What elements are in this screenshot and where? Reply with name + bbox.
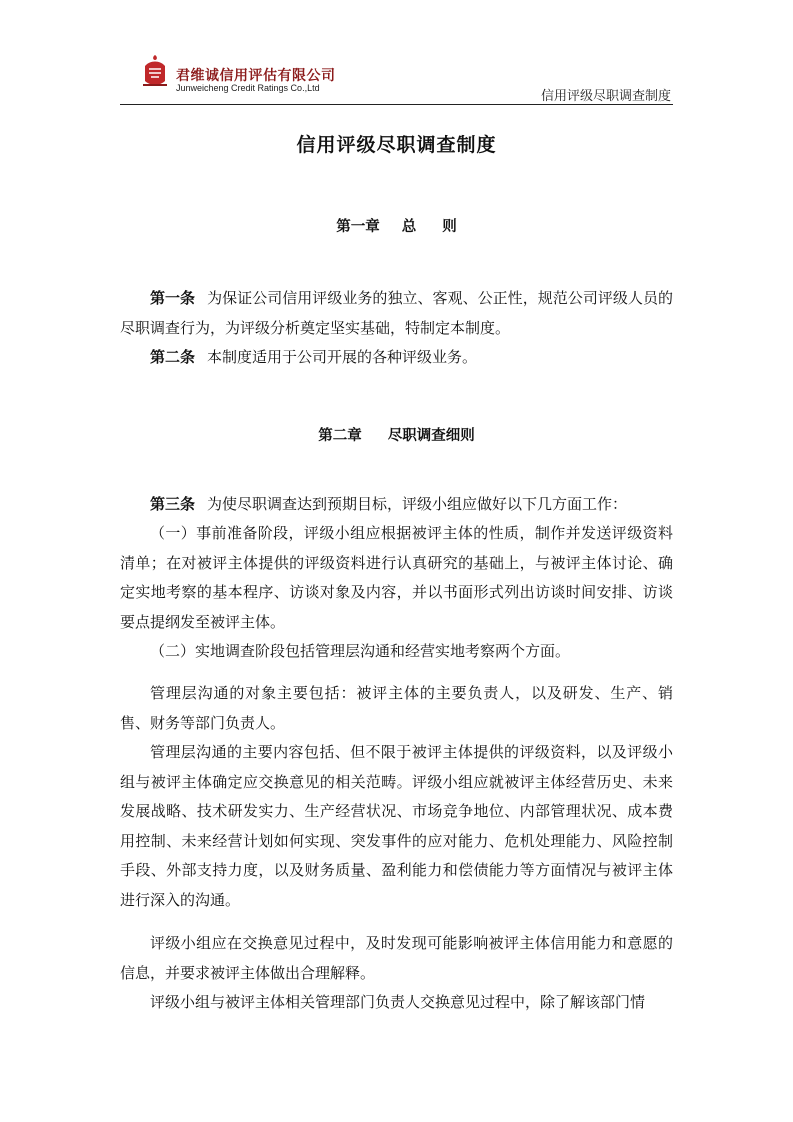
paragraph-department-exchange: 评级小组与被评主体相关管理部门负责人交换意见过程中，除了解该部门情	[150, 993, 646, 1011]
article-1	[120, 284, 673, 343]
paragraph-management-targets: 管理层沟通的对象主要包括：被评主体的主要负责人，以及研发、生产、销售、财务等部门负责人。	[120, 684, 673, 732]
article-3-text: 为使尽职调查达到预期目标，评级小组应做好以下几方面工作：	[207, 495, 628, 513]
paragraph-info-discovery: 评级小组应在交换意见过程中，及时发现可能影响被评主体信用能力和意愿的信息，并要求被评主体做出合理解释。	[120, 934, 673, 982]
article-3	[120, 490, 673, 520]
document-title: 信用评级尽职调查制度	[296, 134, 497, 156]
chapter-1-name-part1: 总	[401, 219, 417, 235]
article-2-text: 本制度适用于公司开展的各种评级业务。	[207, 348, 478, 366]
chapter-1-number: 第一章	[336, 219, 380, 235]
page-header	[120, 52, 673, 105]
chapter-1-heading	[0, 215, 793, 236]
company-name-cn: 君维诚信用评估有限公司	[176, 68, 336, 84]
company-name-en: Junweicheng Credit Ratings Co.,Ltd	[176, 83, 320, 93]
paragraph-management-content: 管理层沟通的主要内容包括、但不限于被评主体提供的评级资料，以及评级小组与被评主体确定应交换意见的相关范畴。评级小组应就被评主体经营历史、未来发展战略、技术研发实力、生产经营状况、市场竞争地位、内部管理状况、成本费用控制、未来经营计划如何实现、突发事件的应对能力、危机处理能力、风险控制手段、外部支持力度，以及财务质量、盈利能力和偿债能力等方面情况与被评主体进行深入的沟通。	[120, 743, 673, 909]
article-2-label: 第二条	[150, 348, 196, 366]
article-2	[120, 343, 673, 373]
article-1-label: 第一条	[150, 289, 196, 307]
chapter-2-heading	[0, 424, 793, 445]
header-doc-name: 信用评级尽职调查制度	[540, 89, 671, 104]
paragraph-field-stage: （二）实地调查阶段包括管理层沟通和经营实地考察两个方面。	[150, 642, 571, 660]
article-3-label: 第三条	[150, 495, 196, 513]
company-logo-icon	[142, 54, 168, 88]
paragraph-prep-stage: （一）事前准备阶段，评级小组应根据被评主体的性质，制作并发送评级资料清单；在对被评主体提供的评级资料进行认真研究的基础上，与被评主体讨论、确定实地考察的基本程序、访谈对象及内容，并以书面形式列出访谈时间安排、访谈要点提纲发至被评主体。	[120, 524, 673, 631]
chapter-2-number: 第二章	[318, 428, 362, 444]
article-1-text: 为保证公司信用评级业务的独立、客观、公正性，规范公司评级人员的尽职调查行为，为评级分析奠定坚实基础，特制定本制度。	[120, 289, 673, 337]
chapter-1-name-part2: 则	[442, 219, 457, 235]
chapter-2-name: 尽职调查细则	[387, 428, 475, 444]
